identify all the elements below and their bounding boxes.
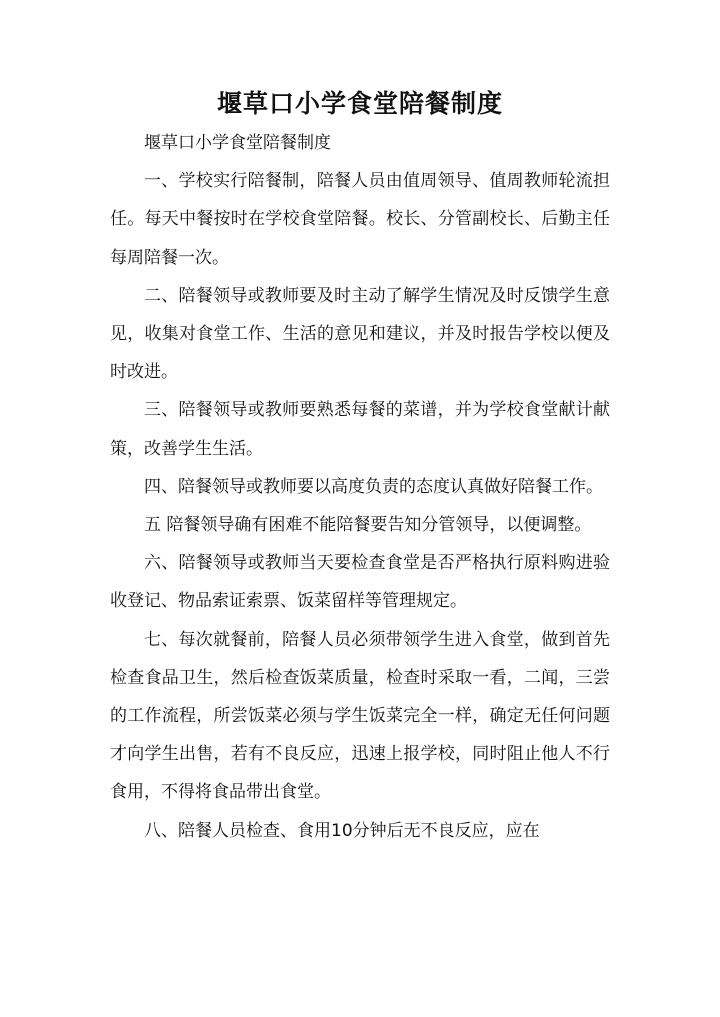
- paragraph-subtitle: 堰草口小学食堂陪餐制度: [144, 133, 331, 153]
- paragraph-rule-5: 五 陪餐领导确有困难不能陪餐要告知分管领导，以便调整。: [144, 515, 592, 536]
- paragraph-rule-1: 一、学校实行陪餐制，陪餐人员由值周领导、值周教师轮流担任。每天中餐按时在学校食堂陪餐。校长、分管副校长、后勤主任每周陪餐一次。: [110, 171, 610, 268]
- paragraph-rule-8: 八、陪餐人员检查、食用10分钟后无不良反应，应在: [144, 820, 540, 841]
- paragraph-rule-6: 六、陪餐领导或教师当天要检查食堂是否严格执行原料购进验收登记、物品索证索票、饭菜留样等管理规定。: [110, 553, 610, 612]
- paragraph-rule-4: 四、陪餐领导或教师要以高度负责的态度认真做好陪餐工作。: [144, 476, 603, 497]
- document-body: [110, 124, 610, 850]
- document-title: 堰草口小学食堂陪餐制度: [216, 89, 503, 118]
- paragraph-rule-2: 二、陪餐领导或教师要及时主动了解学生情况及时反馈学生意见，收集对食堂工作、生活的意见和建议，并及时报告学校以便及时改进。: [110, 285, 610, 383]
- paragraph-rule-3: 三、陪餐领导或教师要熟悉每餐的菜谱，并为学校食堂献计献策，改善学生生活。: [110, 400, 610, 459]
- paragraph-rule-7: 七、每次就餐前，陪餐人员必须带领学生进入食堂，做到首先检查食品卫生，然后检查饭菜质量，检查时采取一看，二闻，三尝的工作流程，所尝饭菜必须与学生饭菜完全一样，确定无任何问题才向学生出售，若有不良反应，迅速上报学校，同时阻止他人不行食用，不得将食品带出食堂。: [110, 629, 610, 803]
